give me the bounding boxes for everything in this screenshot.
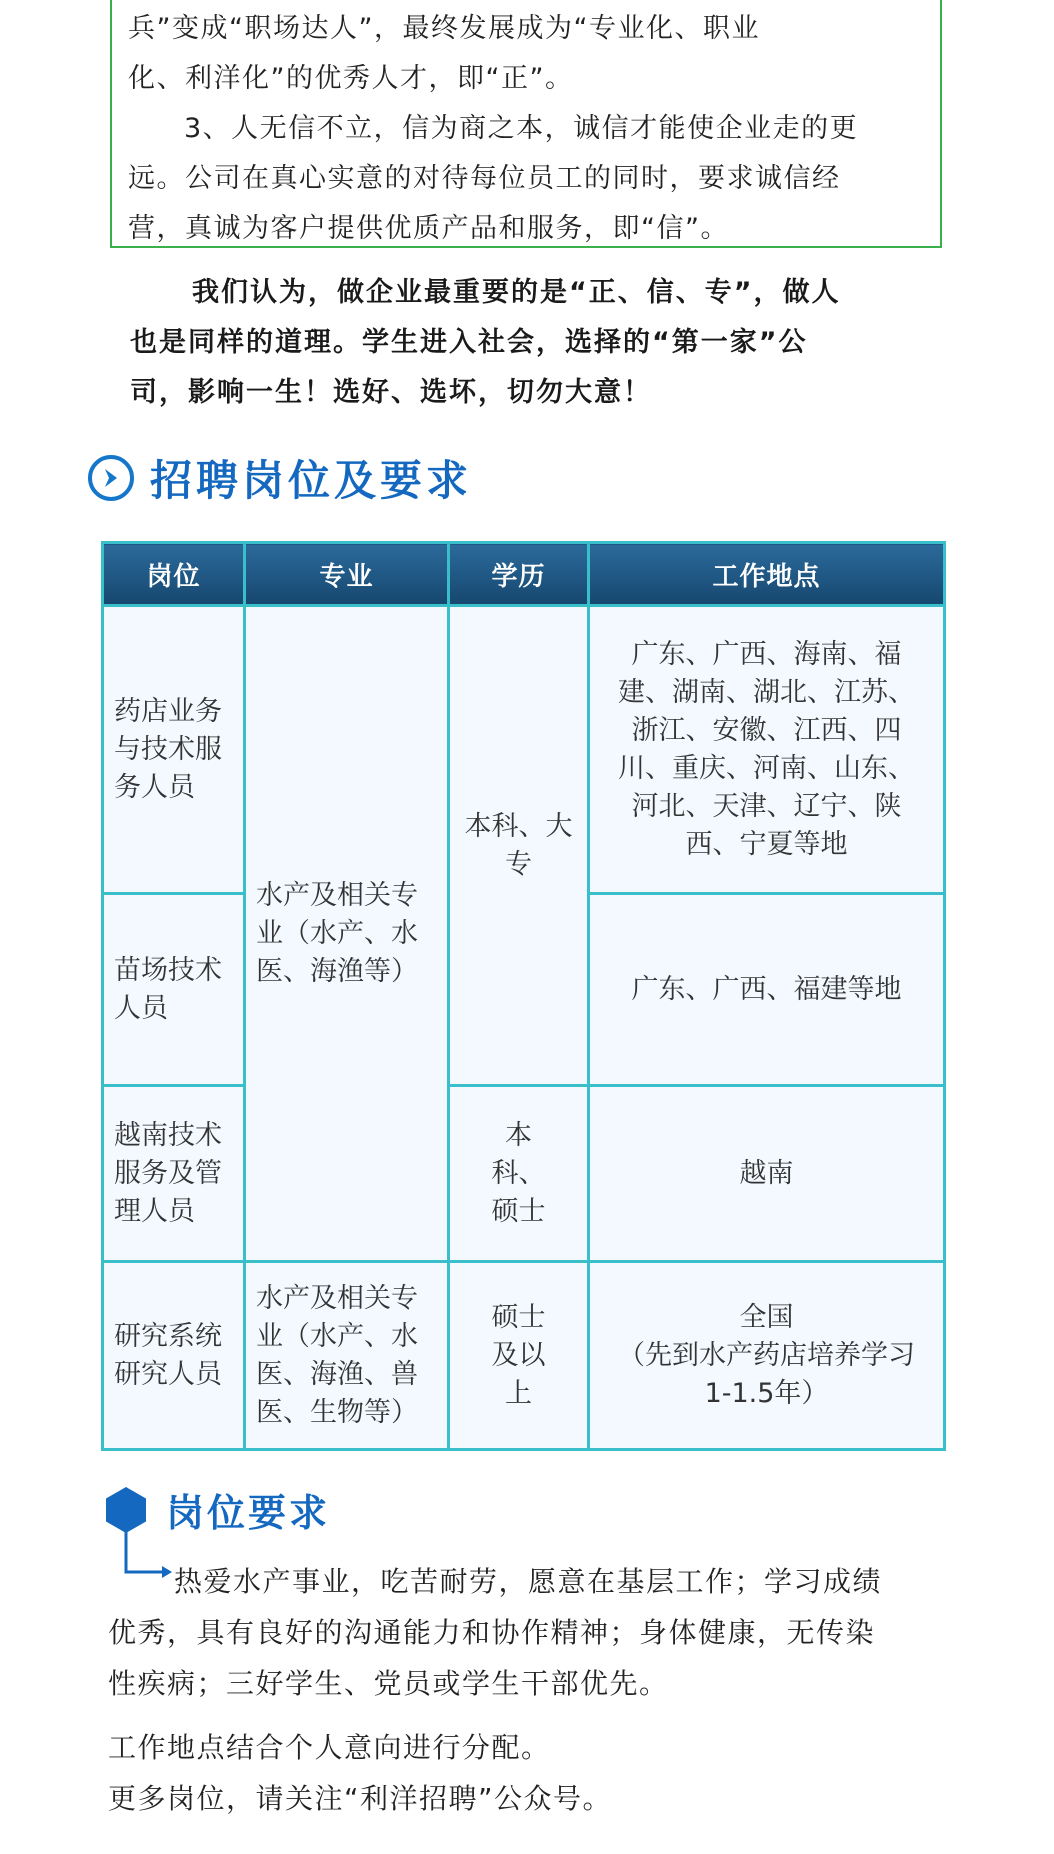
intro-line: 化、利洋化”的优秀人才，即“正”。 [128, 63, 574, 94]
statement-line: 司，影响一生！选好、选坏，切勿大意！ [130, 377, 652, 408]
table-row [103, 606, 945, 894]
education-cell: 硕士及以上 [449, 1262, 589, 1450]
location-cell [589, 1262, 945, 1450]
footer-notes [108, 1722, 948, 1824]
education-cell: 本科、硕士 [449, 1086, 589, 1262]
requirements-line: 性疾病；三好学生、党员或学生干部优先。 [108, 1667, 669, 1700]
statement-line: 也是同样的道理。学生进入社会，选择的“第一家”公 [130, 327, 808, 358]
major-cell: 水产及相关专业（水产、水医、海渔等） [245, 606, 449, 1262]
header-major: 专业 [245, 543, 449, 606]
location-main: 全国 [739, 1301, 794, 1333]
position-cell: 苗场技术人员 [103, 894, 245, 1086]
header-location: 工作地点 [589, 543, 945, 606]
intro-line: 营，真诚为客户提供优质产品和服务，即“信”。 [128, 213, 729, 244]
requirements-text [108, 1556, 948, 1709]
position-cell: 研究系统研究人员 [103, 1262, 245, 1450]
intro-line: 远。公司在真心实意的对待每位员工的同时，要求诚信经 [128, 163, 841, 194]
intro-box [110, 0, 942, 248]
statement-line: 我们认为，做企业最重要的是“正、信、专”，做人 [192, 277, 841, 308]
position-cell: 越南技术服务及管理人员 [103, 1086, 245, 1262]
requirements-line: 热爱水产事业，吃苦耐劳，愿意在基层工作；学习成绩 [174, 1565, 883, 1598]
education-cell: 本科、大专 [449, 606, 589, 1086]
footer-line: 更多岗位，请关注“利洋招聘”公众号。 [108, 1782, 613, 1815]
location-cell: 越南 [589, 1086, 945, 1262]
location-cell: 广东、广西、海南、福建、湖南、湖北、江苏、浙江、安徽、江西、四川、重庆、河南、山东、河北、天津、辽宁、陕西、宁夏等地 [589, 606, 945, 894]
header-position: 岗位 [103, 543, 245, 606]
table-row [103, 1086, 945, 1262]
position-cell: 药店业务与技术服务人员 [103, 606, 245, 894]
header-education: 学历 [449, 543, 589, 606]
requirements-line: 优秀，具有良好的沟通能力和协作精神；身体健康，无传染 [108, 1616, 876, 1649]
section-header [88, 448, 472, 508]
location-cell: 广东、广西、福建等地 [589, 894, 945, 1086]
company-statement [130, 268, 940, 418]
section-title: 招聘岗位及要求 [150, 456, 473, 505]
hexagon-icon [106, 1487, 146, 1533]
requirements-title: 岗位要求 [166, 1491, 331, 1535]
table-row [103, 1262, 945, 1450]
major-cell: 水产及相关专业（水产、水医、海渔、兽医、生物等） [245, 1262, 449, 1450]
location-note: （先到水产药店培养学习1-1.5年） [618, 1339, 915, 1409]
arrow-circle-icon [88, 455, 134, 501]
requirements-header [106, 1482, 330, 1537]
footer-line: 工作地点结合个人意向进行分配。 [108, 1731, 551, 1764]
intro-line: 兵”变成“职场达人”，最终发展成为“专业化、职业 [128, 13, 760, 44]
jobs-table [101, 541, 946, 1451]
table-header-row [103, 543, 945, 606]
intro-line: 3、人无信不立，信为商之本，诚信才能使企业走的更 [184, 113, 859, 144]
